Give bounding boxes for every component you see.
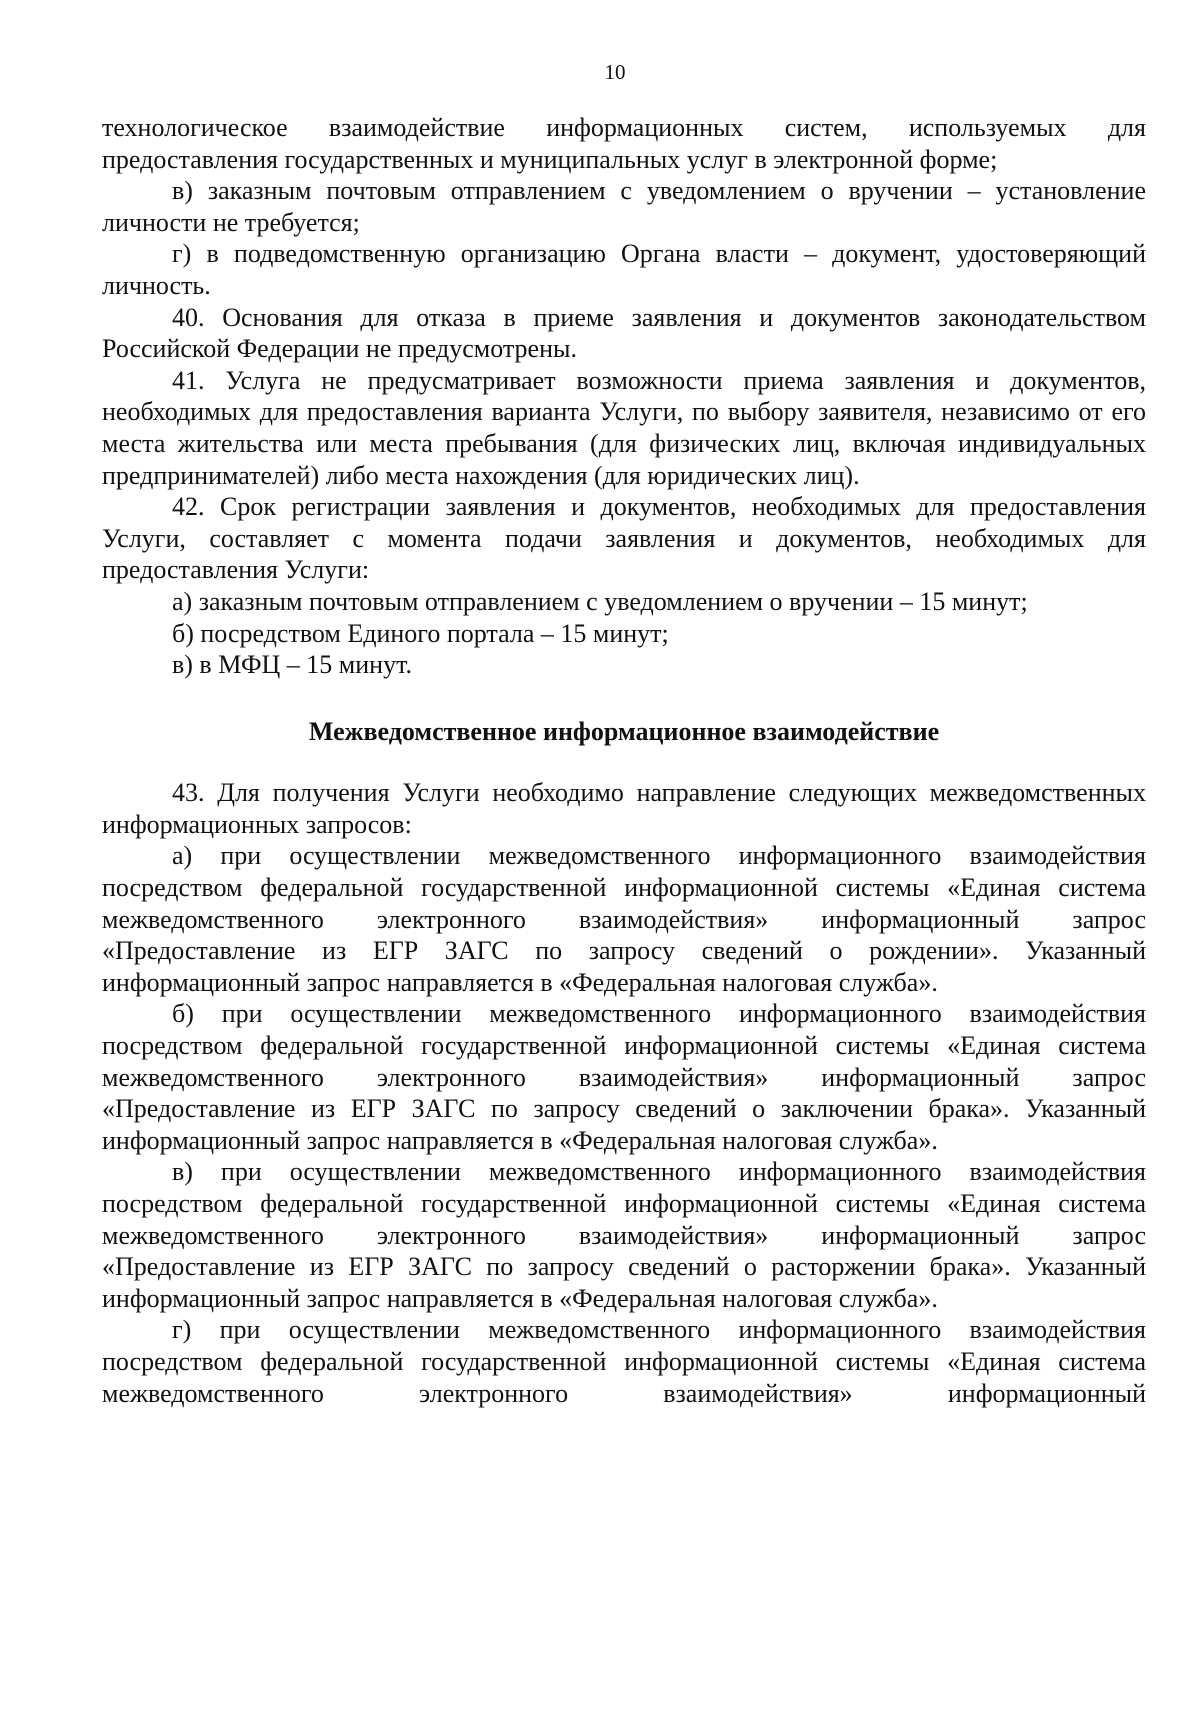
paragraph-continuation: технологическое взаимодействие информационных систем, используемых для предоставления государственных и муниципальных услуг в электронной форме; [102, 113, 1146, 174]
paragraph-43-item-v: в) при осуществлении межведомственного информационного взаимодействия посредством федеральной государственной информационной системы «Единая система межведомственного электронного взаимодействия» информационный запрос «Предоставление из ЕГР ЗАГС по запросу сведений о расторжении брака». Указанный информационный запрос направляется в «Федеральная налоговая служба». [102, 1157, 1146, 1313]
paragraph-42-item-b: б) посредством Единого портала – 15 минут; [172, 618, 669, 648]
paragraph-item-v: в) заказным почтовым отправлением с уведомлением о вручении – установление личности не требуется; [102, 176, 1146, 237]
paragraph-43: 43. Для получения Услуги необходимо направление следующих межведомственных информационных запросов: [102, 778, 1146, 839]
paragraph-43-item-a: а) при осуществлении межведомственного информационного взаимодействия посредством федеральной государственной информационной системы «Единая система межведомственного электронного взаимодействия» информационный запрос «Предоставление из ЕГР ЗАГС по запросу сведений о рождении». Указанный информационный запрос направляется в «Федеральная налоговая служба». [102, 841, 1146, 997]
paragraph-43-item-b: б) при осуществлении межведомственного информационного взаимодействия посредством федеральной государственной информационной системы «Единая система межведомственного электронного взаимодействия» информационный запрос «Предоставление из ЕГР ЗАГС по запросу сведений о заключении брака». Указанный информационный запрос направляется в «Федеральная налоговая служба». [102, 999, 1146, 1155]
paragraph-40: 40. Основания для отказа в приеме заявления и документов законодательством Российской Федерации не предусмотрены. [102, 302, 1146, 364]
page-number: 10 [604, 60, 626, 84]
section-heading: Межведомственное информационное взаимодействие [308, 716, 940, 746]
paragraph-42-item-a: а) заказным почтовым отправлением с уведомлением о вручении – 15 минут; [172, 586, 1028, 616]
paragraph-43-item-g: г) при осуществлении межведомственного информационного взаимодействия посредством федеральной государственной информационной системы «Единая система межведомственного электронного взаимодействия» информационный [102, 1315, 1146, 1408]
document-body [102, 112, 1146, 1409]
paragraph-42-item-v: в) в МФЦ – 15 минут. [172, 650, 412, 680]
paragraph-41: 41. Услуга не предусматривает возможности приема заявления и документов, необходимых для предоставления варианта Услуги, по выбору заявителя, независимо от его места жительства или места пребывания (для физических лиц, включая индивидуальных предпринимателей) либо места нахождения (для юридических лиц). [102, 365, 1146, 490]
paragraph-42: 42. Срок регистрации заявления и документов, необходимых для предоставления Услуги, составляет с момента подачи заявления и документов, необходимых для предоставления Услуги: [102, 492, 1146, 585]
paragraph-item-g: г) в подведомственную организацию Органа власти – документ, удостоверяющий личность. [102, 239, 1146, 300]
